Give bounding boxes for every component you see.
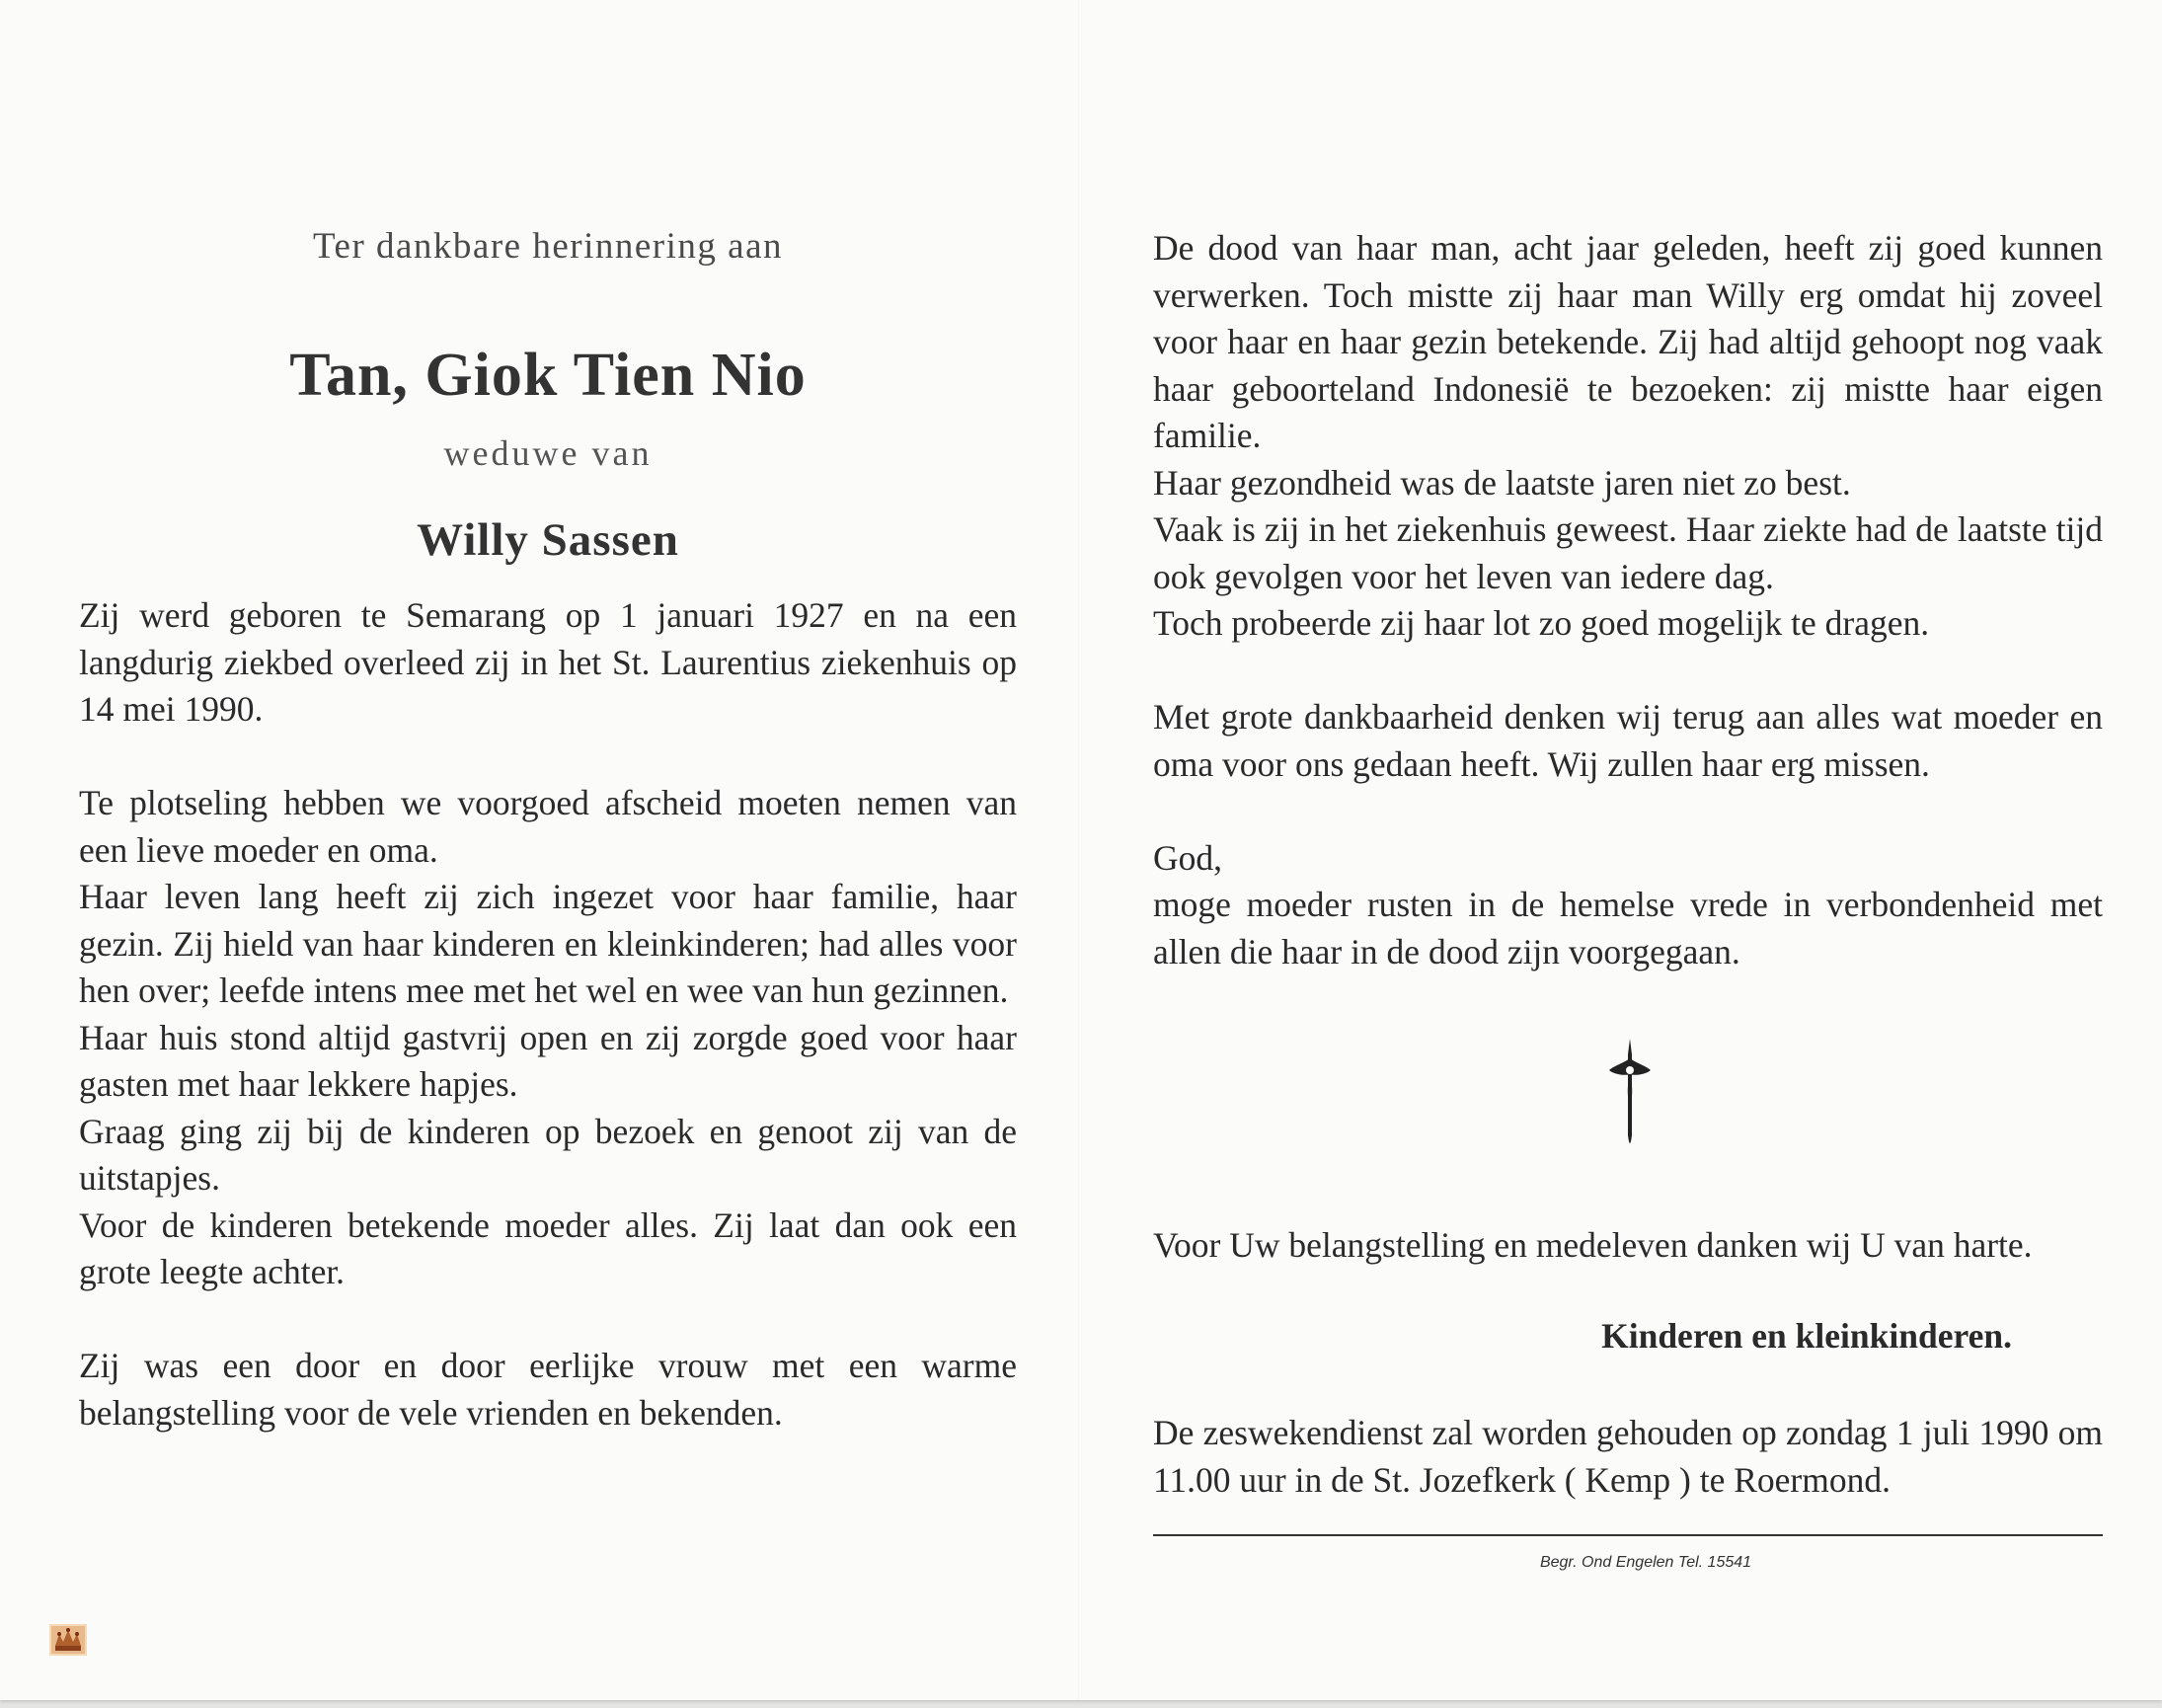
service-announcement: De zeswekendienst zal worden gehouden op zondag 1 juli 1990 om 11.00 uur in de St. Jozefkerk ( Kemp ) te Roermond. (1153, 1413, 2103, 1500)
divider-rule (1153, 1534, 2103, 1536)
visits-paragraph: Graag ging zij bij de kinderen op bezoek en genoot zij van de uitstapjes. (79, 1111, 1017, 1198)
widow-of-line: weduwe van (443, 433, 653, 473)
family-paragraph: Haar leven lang heeft zij zich ingezet voor haar familie, haar gezin. Zij hield van haar kinderen en kleinkinderen; had alles voor hen over; leefde intens mee met het wel en wee van hun gezinnen. (79, 877, 1017, 1010)
hospitality-paragraph: Haar huis stond altijd gastvrij open en zij zorgde goed voor haar gasten met haar lekkere hapjes. (79, 1017, 1017, 1104)
archive-stamp-icon (49, 1624, 87, 1656)
prayer-paragraph: moge moeder rusten in de hemelse vrede in verbondenheid met allen die haar in de dood zijn voorgegaan. (1153, 885, 2103, 971)
husband-name: Willy Sassen (417, 514, 679, 566)
prayer-opening: God, (1153, 837, 1223, 878)
husband-death-paragraph: De dood van haar man, acht jaar geleden, heeft zij goed kunnen verwerken. Toch mistte zij haar man Willy erg omdat hij zoveel voor haar en haar gezin betekende. Zij had altijd gehoopt nog vaak haar geboorteland Indonesië te bezoeken: zij mistte haar eigen familie. (1153, 228, 2103, 455)
meaning-paragraph: Voor de kinderen betekende moeder alles. Zij laat dan ook een grote leegte achter. (79, 1204, 1017, 1291)
printer-credit: Begr. Ond Engelen Tel. 15541 (1539, 1554, 1752, 1571)
farewell-paragraph: Te plotseling hebben we voorgoed afscheid moeten nemen van een lieve moeder en oma. (79, 783, 1017, 870)
character-paragraph: Zij was een door en door eerlijke vrouw met een warme belangstelling voor de vele vrienden en bekenden. (79, 1346, 1017, 1433)
signoff: Kinderen en kleinkinderen. (1601, 1316, 2012, 1356)
gratitude-paragraph: Met grote dankbaarheid denken wij terug aan alles wat moeder en oma voor ons gedaan heeft. Wij zullen haar erg missen. (1153, 697, 2103, 784)
cross-icon (1605, 1037, 1655, 1155)
endurance-paragraph: Toch probeerde zij haar lot zo goed mogelijk te dragen. (1153, 603, 1930, 643)
name-block (79, 284, 1017, 432)
hospital-paragraph: Vaak is zij in het ziekenhuis geweest. Haar ziekte had de laatste tijd ook gevolgen voor het leven van iedere dag. (1153, 509, 2103, 596)
deceased-name: Tan, Giok Tien Nio (289, 342, 807, 409)
left-page (79, 225, 1017, 1436)
intro-line: Ter dankbare herinnering aan (313, 226, 783, 267)
right-page (1153, 225, 2103, 975)
card-fold (1078, 0, 1080, 1700)
thanks-line: Voor Uw belangstelling en medeleven danken wij U van harte. (1153, 1225, 2033, 1265)
health-paragraph: Haar gezondheid was de laatste jaren niet zo best. (1153, 462, 1851, 503)
birth-death-paragraph: Zij werd geboren te Semarang op 1 januari 1927 en na een langdurig ziekbed overleed zij in het St. Laurentius ziekenhuis op 14 mei 1990. (79, 595, 1017, 729)
